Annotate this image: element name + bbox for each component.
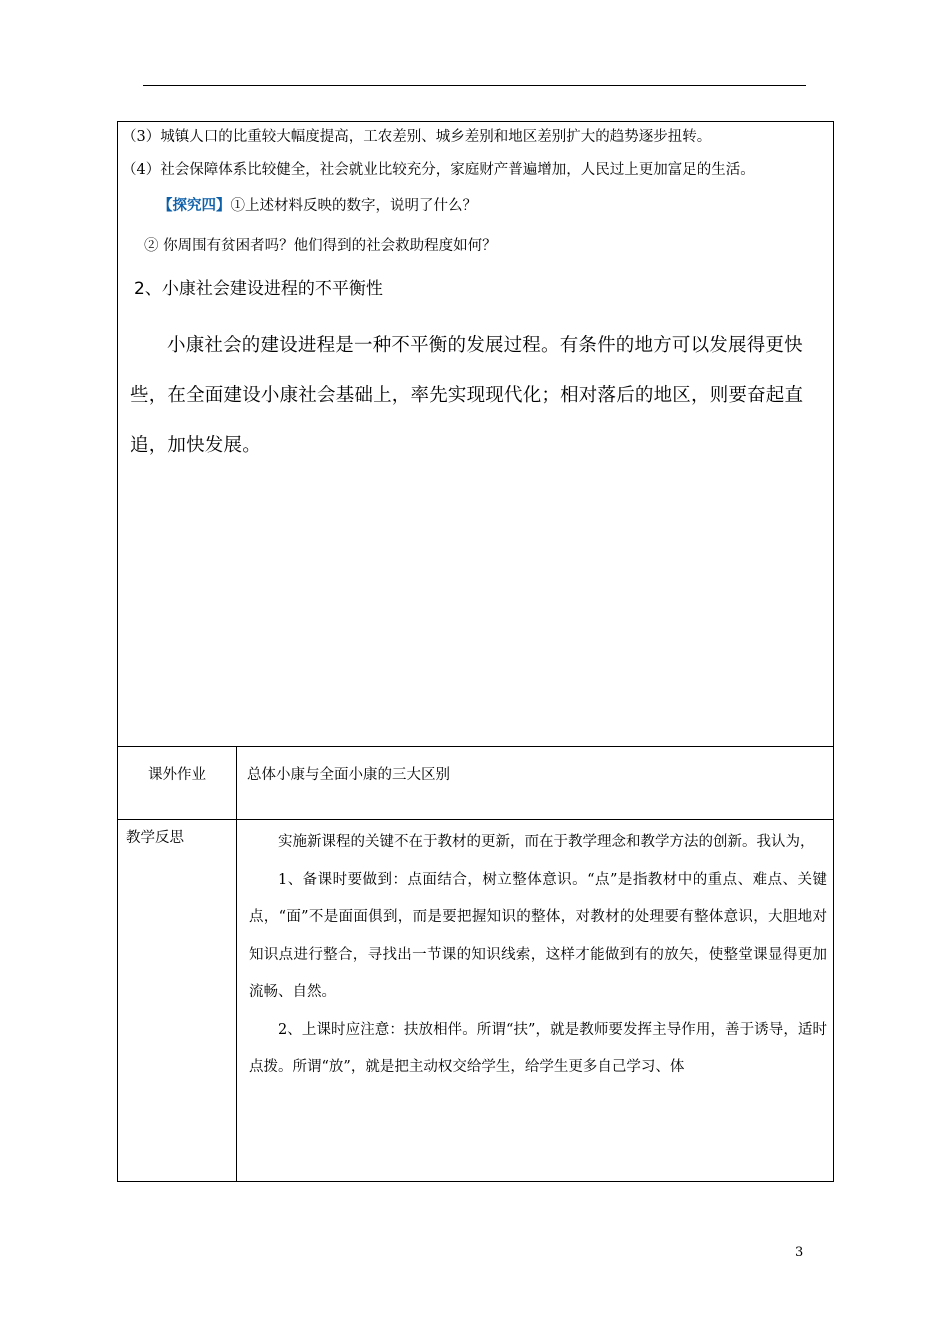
reflection-paragraph-3: 2、上课时应注意：扶放相伴。所谓“扶”，就是教师要发挥主导作用，善于诱导，适时点拨。所谓“放”，就是把主动权交给学生，给学生更多自己学习、体: [249, 1021, 827, 1075]
material-item-4: （4）社会保障体系比较健全，社会就业比较充分，家庭财产普遍增加，人民过上更加富足的生活。: [122, 162, 755, 178]
reflection-content: [237, 820, 834, 1182]
explore-question-1-text: ①上述材料反映的数字，说明了什么？: [230, 198, 477, 214]
explore-question-2: ② 你周围有贫困者吗？他们得到的社会救助程度如何？: [144, 238, 497, 254]
content-cell: [118, 122, 834, 747]
material-item-3: （3）城镇人口的比重较大幅度提高，工农差别、城乡差别和地区差别扩大的趋势逐步扭转。: [122, 129, 712, 145]
homework-label: 课外作业: [118, 747, 237, 820]
reflection-paragraph-2: 1、备课时要做到：点面结合，树立整体意识。“点”是指教材中的重点、难点、关键点，“面”不是面面俱到，而是要把握知识的整体，对教材的处理要有整体意识，大胆地对知识点进行整合，寻找出一节课的知识线索，这样才能做到有的放矢，使整堂课显得更加流畅、自然。: [249, 871, 827, 1000]
section-paragraph: 小康社会的建设进程是一种不平衡的发展过程。有条件的地方可以发展得更快些，在全面建设小康社会基础上，率先实现现代化；相对落后的地区，则要奋起直追，加快发展。: [130, 335, 804, 456]
section-heading: 2、小康社会建设进程的不平衡性: [134, 279, 383, 299]
page-number: 3: [795, 1245, 804, 1260]
lesson-table: [117, 121, 834, 1182]
header-rule: [143, 85, 806, 86]
reflection-label: 教学反思: [118, 820, 237, 1182]
explore-label: 【探究四】: [158, 197, 231, 214]
homework-content: 总体小康与全面小康的三大区别: [237, 747, 834, 820]
reflection-paragraph-1: 实施新课程的关键不在于教材的更新，而在于教学理念和教学方法的创新。我认为，: [278, 834, 815, 850]
reflection-row: [118, 820, 834, 1182]
content-row: [118, 122, 834, 747]
homework-row: [118, 747, 834, 820]
explore-question-1: [158, 197, 477, 215]
